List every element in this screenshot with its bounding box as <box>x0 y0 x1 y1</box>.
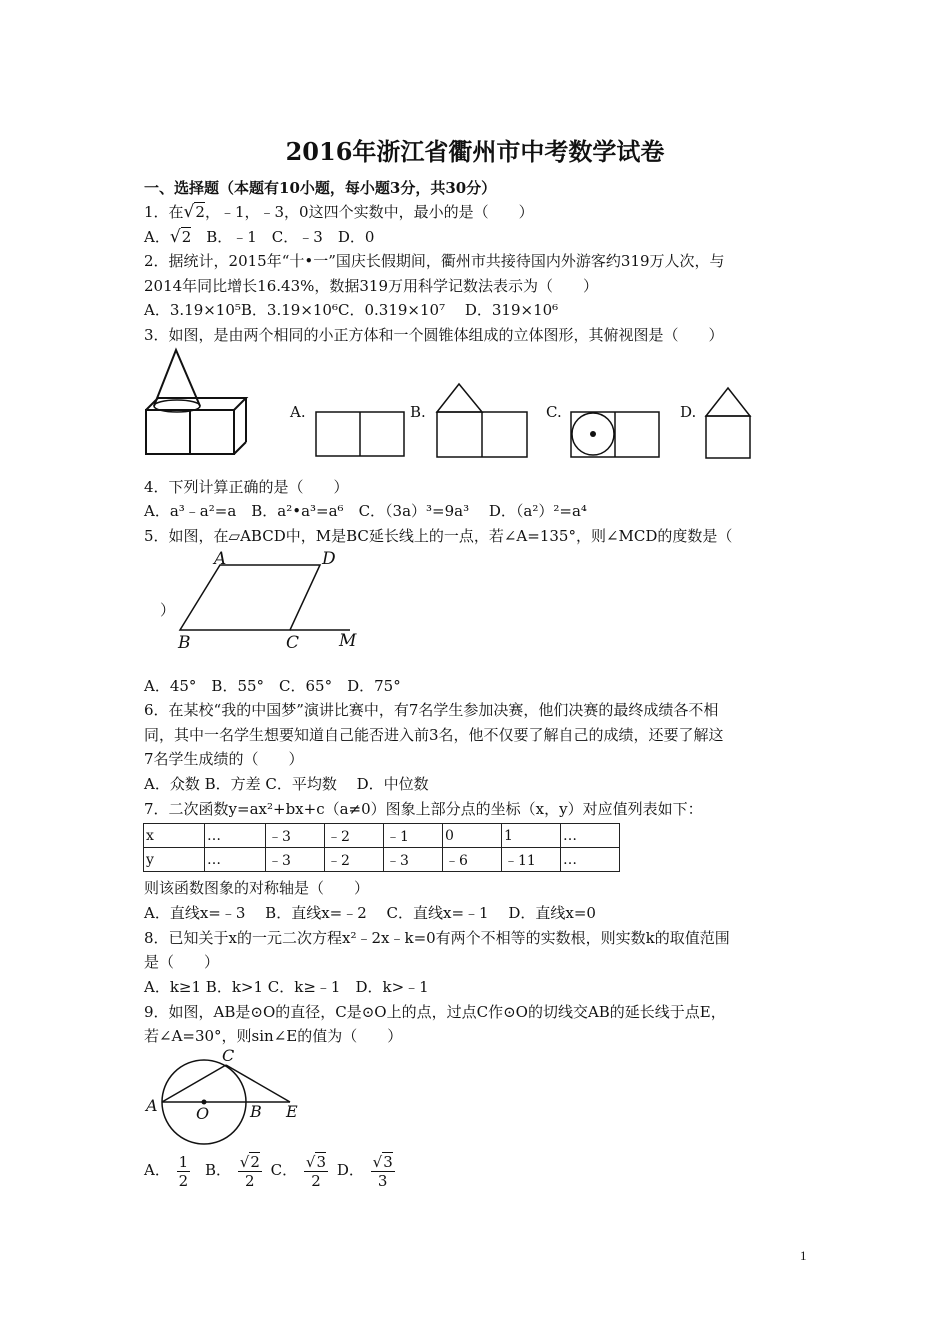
question-2-line-2: 2014年同比增长16.43%，数据319万用科学记数法表示为（ ） <box>144 277 599 295</box>
question-3-stem: 3．如图，是由两个相同的小正方体和一个圆锥体组成的立体图形，其俯视图是（ ） <box>144 326 724 344</box>
question-4-stem: 4．下列计算正确的是（ ） <box>144 478 349 496</box>
question-8-options: A．k≥1 B．k>1 C．k≥﹣1 D．k>﹣1 <box>144 978 429 996</box>
question-1-options: A．√2 B．﹣1 C．﹣3 D．0 <box>144 227 375 247</box>
top-view-d <box>704 386 752 460</box>
table-row: x … ﹣3 ﹣2 ﹣1 0 1 … <box>144 824 620 848</box>
page-title: 2016年浙江省衢州市中考数学试卷 <box>285 137 665 166</box>
question-8-line-1: 8．已知关于x的一元二次方程x²﹣2x﹣k=0有两个不相等的实数根，则实数k的取值范围 <box>144 929 730 947</box>
point-c-label: C <box>286 633 300 653</box>
question-9-options: A． $\frac{1}{2}$ B． $\frac{√2}{2}$ C． $\frac{√3}{2}$ D． $\frac{√3}{3}$ <box>144 1152 393 1190</box>
question-9-line-2: 若∠A=30°，则sin∠E的值为（ ） <box>144 1027 403 1045</box>
point-c-label: C <box>222 1046 235 1065</box>
point-d-label: D <box>322 549 336 569</box>
point-b-label: B <box>250 1102 262 1121</box>
value-table <box>143 823 620 872</box>
point-o-label: O <box>196 1104 210 1123</box>
question-4-options: A．a³﹣a²=a B．a²•a³=a⁶ C．（3a）³=9a³ D．（a²）²=a⁴ <box>144 502 587 520</box>
question-5-close: ） <box>160 601 176 619</box>
point-a-label: A <box>146 1096 158 1115</box>
fraction-c: $\frac{√3}{2}$ <box>305 1152 327 1190</box>
question-8-line-2: 是（ ） <box>144 953 220 971</box>
option-d-label: D. <box>680 403 697 421</box>
question-7-options: A．直线x=﹣3 B．直线x=﹣2 C．直线x=﹣1 D．直线x=0 <box>144 904 596 922</box>
section-heading: 一、选择题（本题有10小题，每小题3分，共30分） <box>144 179 497 197</box>
question-6-line-1: 6．在某校“我的中国梦”演讲比赛中，有7名学生参加决赛，他们决赛的最终成绩各不相 <box>144 701 719 719</box>
fraction-d: $\frac{√3}{3}$ <box>372 1152 393 1190</box>
question-1-stem: 1．在√2，﹣1，﹣3，0这四个实数中，最小的是（ ） <box>144 202 534 222</box>
fraction-b: $\frac{√2}{2}$ <box>239 1152 260 1190</box>
question-2-options: A．3.19×10⁵B．3.19×10⁶C．0.319×10⁷ D．319×10⁶ <box>144 301 559 319</box>
table-row: y … ﹣3 ﹣2 ﹣3 ﹣6 ﹣11 … <box>144 848 620 872</box>
question-9-line-1: 9．如图，AB是⊙O的直径，C是⊙O上的点，过点C作⊙O的切线交AB的延长线于点E， <box>144 1003 726 1021</box>
option-c-label: C. <box>546 403 562 421</box>
point-b-label: B <box>178 633 191 653</box>
page-number: 1 <box>800 1248 807 1263</box>
question-7-stem: 7．二次函数y=ax²+bx+c（a≠0）图象上部分点的坐标（x，y）对应值列表如下： <box>144 800 703 818</box>
option-b-label: B. <box>410 403 426 421</box>
question-5-options: A．45° B．55° C．65° D．75° <box>144 677 401 695</box>
question-7-after: 则该函数图象的对称轴是（ ） <box>144 879 370 897</box>
point-m-label: M <box>339 631 357 651</box>
point-a-label: A <box>214 549 227 569</box>
top-view-b <box>435 382 530 460</box>
solid-figure <box>140 348 250 458</box>
question-5-stem: 5．如图，在▱ABCD中，M是BC延长线上的一点，若∠A=135°，则∠MCD的度数是（ <box>144 527 733 545</box>
option-a-label: A. <box>290 403 306 421</box>
point-e-label: E <box>286 1102 298 1121</box>
top-view-c <box>570 410 662 460</box>
question-6-options: A．众数 B．方差 C．平均数 D．中位数 <box>144 775 429 793</box>
question-6-line-2: 同，其中一名学生想要知道自己能否进入前3名，他不仅要了解自己的成绩，还要了解这 <box>144 726 724 744</box>
top-view-a <box>315 410 405 458</box>
question-2-line-1: 2．据统计，2015年“十•一”国庆长假期间，衢州市共接待国内外游客约319万人次，与 <box>144 252 725 270</box>
question-6-line-3: 7名学生成绩的（ ） <box>144 750 304 768</box>
fraction-a: $\frac{1}{2}$ <box>178 1152 189 1190</box>
